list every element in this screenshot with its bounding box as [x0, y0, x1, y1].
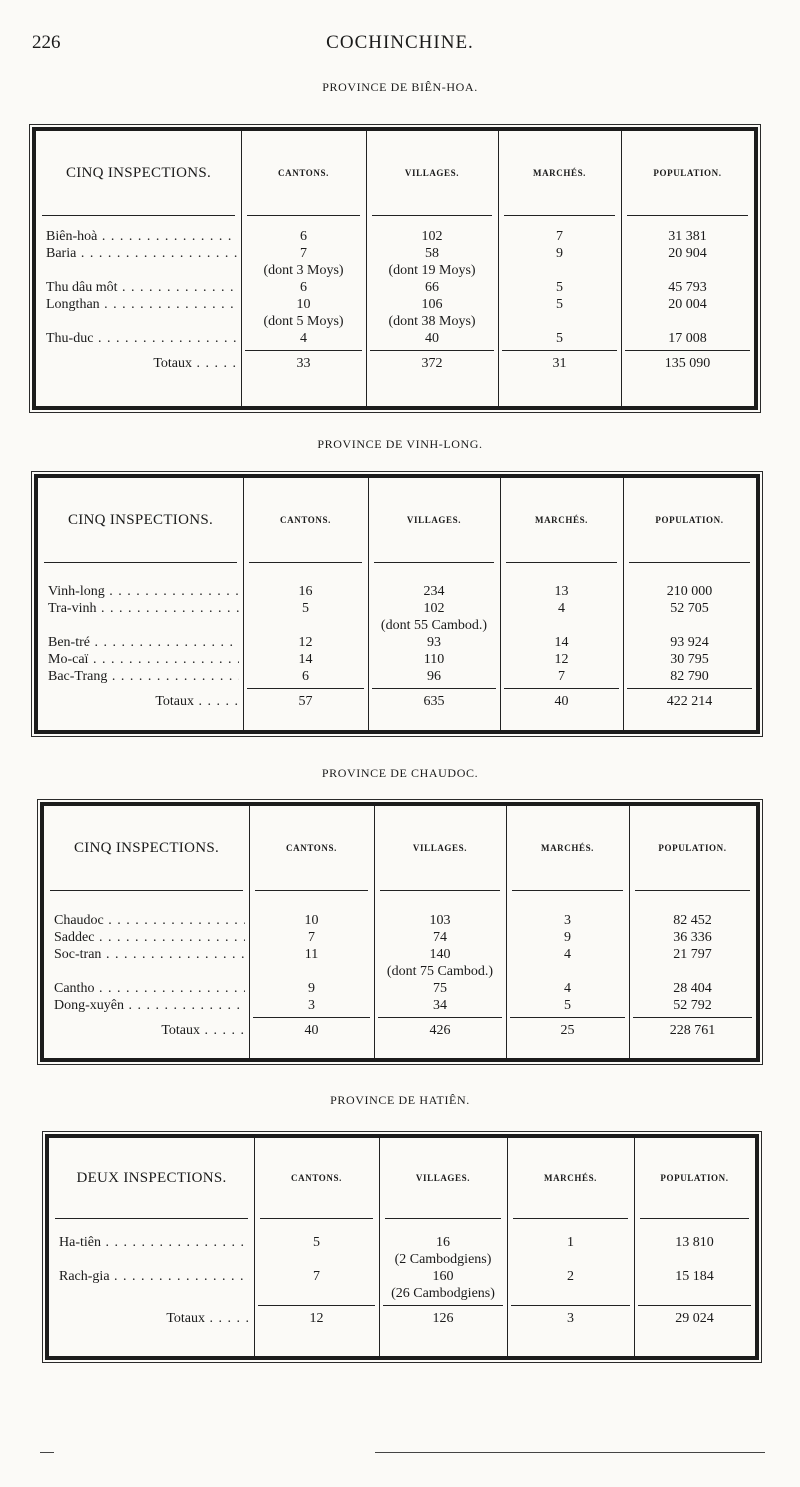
- table-row: [38, 668, 756, 685]
- cell-cantons: 6: [300, 280, 307, 295]
- total-rule: [511, 1305, 630, 1306]
- province-title: PROVINCE DE VINH-LONG.: [317, 437, 483, 451]
- cell-population: 31 381: [668, 229, 707, 244]
- cell-marches: 5: [556, 280, 563, 295]
- statistics-table: [45, 1134, 759, 1360]
- inspection-name: Tra-vinh . . .: [48, 600, 239, 617]
- totals-label: Totaux . . .: [46, 355, 241, 372]
- cell-population: 28 404: [673, 981, 712, 996]
- table-row: [36, 296, 754, 313]
- cell-marches: 4: [564, 947, 571, 962]
- column-header-marches: MARCHÉS.: [543, 1172, 598, 1183]
- header-rule: [627, 215, 748, 216]
- inspection-name: Mo-caï . . .: [48, 651, 239, 668]
- cell-cantons: 7: [300, 246, 307, 261]
- province-title: PROVINCE DE CHAUDOC.: [321, 766, 479, 780]
- cell-villages: 102: [421, 229, 443, 244]
- total-villages: 635: [423, 694, 445, 709]
- table-row: [44, 997, 756, 1014]
- table-row: [44, 980, 756, 997]
- cell-population: 52 792: [673, 998, 712, 1013]
- total-rule: [502, 350, 617, 351]
- cell-villages: (dont 38 Moys): [388, 314, 476, 329]
- header-rule: [506, 562, 617, 563]
- header-rule: [504, 215, 615, 216]
- header-rule: [513, 1218, 628, 1219]
- inspection-name: Cantho . . .: [54, 980, 245, 997]
- cell-cantons: 6: [300, 229, 307, 244]
- cell-marches: 12: [554, 652, 569, 667]
- column-header-marches: MARCHÉS.: [540, 842, 595, 853]
- total-rule: [372, 688, 496, 689]
- cell-population: 45 793: [668, 280, 707, 295]
- page-number: 226: [32, 32, 61, 53]
- cell-villages: 160: [432, 1269, 454, 1284]
- inspection-name: Rach-gia . . .: [59, 1268, 250, 1285]
- cell-population: 82 452: [673, 913, 712, 928]
- column-header-inspections: DEUX INSPECTIONS.: [76, 1169, 227, 1186]
- totals-row: [38, 693, 756, 710]
- cell-villages: 234: [423, 584, 445, 599]
- cell-cantons: 10: [296, 297, 311, 312]
- inspection-name: Soc-tran . . .: [54, 946, 245, 963]
- total-marches: 40: [554, 694, 569, 709]
- total-rule: [245, 350, 362, 351]
- total-cantons: 57: [298, 694, 313, 709]
- cell-population: 21 797: [673, 947, 712, 962]
- cell-villages: 102: [423, 601, 445, 616]
- cell-marches: 5: [556, 297, 563, 312]
- inspection-name: Ha-tiên . . .: [59, 1234, 250, 1251]
- cell-villages: 34: [433, 998, 447, 1013]
- cell-villages: 75: [433, 981, 447, 996]
- total-rule: [504, 688, 619, 689]
- cell-marches: 3: [564, 913, 571, 928]
- total-rule: [383, 1305, 503, 1306]
- header-rule: [55, 1218, 248, 1219]
- total-rule: [625, 350, 750, 351]
- cell-cantons: 14: [298, 652, 313, 667]
- table-row-note: [49, 1285, 755, 1302]
- province-title: PROVINCE DE BIÊN-HOA.: [322, 80, 478, 94]
- cell-villages: 58: [425, 246, 439, 261]
- total-rule: [253, 1017, 370, 1018]
- totals-label: Totaux . . .: [59, 1310, 254, 1327]
- table-row: [49, 1268, 755, 1285]
- column-header-inspections: CINQ INSPECTIONS.: [67, 511, 214, 528]
- cell-cantons: 5: [313, 1235, 320, 1250]
- inspection-name: Biên-hoà . . .: [46, 228, 237, 245]
- inspection-name: Vinh-long . . .: [48, 583, 239, 600]
- cell-villages: (dont 75 Cambod.): [386, 964, 494, 979]
- cell-marches: 7: [556, 229, 563, 244]
- total-villages: 126: [432, 1311, 454, 1326]
- totals-label: Totaux . . .: [54, 1022, 249, 1039]
- cell-cantons: 3: [308, 998, 315, 1013]
- cell-villages: 16: [436, 1235, 450, 1250]
- cell-villages: 66: [425, 280, 439, 295]
- cell-population: 15 184: [675, 1269, 714, 1284]
- cell-cantons: 16: [298, 584, 313, 599]
- cell-villages: 74: [433, 930, 447, 945]
- header-rule: [372, 215, 492, 216]
- cell-villages: 106: [421, 297, 443, 312]
- table-row-note: [38, 617, 756, 634]
- totals-row: [49, 1310, 755, 1327]
- cell-marches: 9: [564, 930, 571, 945]
- total-rule: [247, 688, 364, 689]
- cell-cantons: 5: [302, 601, 309, 616]
- statistics-table: [34, 474, 760, 734]
- table-row-note: [36, 262, 754, 279]
- cell-population: 17 008: [668, 331, 707, 346]
- table-row: [38, 583, 756, 600]
- header-rule: [260, 1218, 373, 1219]
- header-rule: [255, 890, 368, 891]
- cell-marches: 13: [554, 584, 569, 599]
- cell-villages: 103: [429, 913, 451, 928]
- header-rule: [512, 890, 623, 891]
- inspection-name: Chaudoc . . .: [54, 912, 245, 929]
- column-header-population: POPULATION.: [658, 842, 727, 853]
- cell-marches: 7: [558, 669, 565, 684]
- column-header-villages: VILLAGES.: [406, 514, 462, 525]
- cell-cantons: 10: [304, 913, 319, 928]
- cell-population: 52 705: [670, 601, 709, 616]
- inspection-name: Baria . . .: [46, 245, 237, 262]
- column-header-inspections: CINQ INSPECTIONS.: [65, 164, 212, 181]
- running-head: COCHINCHINE.: [326, 32, 474, 53]
- cell-cantons: 9: [308, 981, 315, 996]
- cell-cantons: 7: [313, 1269, 320, 1284]
- table-row: [36, 228, 754, 245]
- cell-villages: (dont 19 Moys): [388, 263, 476, 278]
- table-row: [44, 946, 756, 963]
- cell-villages: (2 Cambodgiens): [394, 1252, 492, 1267]
- column-header-villages: VILLAGES.: [415, 1172, 471, 1183]
- statistics-table: [40, 802, 760, 1062]
- cell-cantons: 12: [298, 635, 313, 650]
- cell-population: 82 790: [670, 669, 709, 684]
- table-row: [36, 245, 754, 262]
- header-rule: [640, 1218, 749, 1219]
- inspection-name: Saddec . . .: [54, 929, 245, 946]
- cell-marches: 2: [567, 1269, 574, 1284]
- header-rule: [249, 562, 362, 563]
- cell-villages: (26 Cambodgiens): [391, 1286, 495, 1301]
- cell-cantons: 4: [300, 331, 307, 346]
- table-row: [49, 1234, 755, 1251]
- column-header-population: POPULATION.: [655, 514, 724, 525]
- table-row-note: [36, 313, 754, 330]
- header-rule: [247, 215, 360, 216]
- table-row: [44, 912, 756, 929]
- cell-marches: 5: [556, 331, 563, 346]
- cell-cantons: (dont 3 Moys): [263, 263, 344, 278]
- column-header-cantons: CANTONS.: [278, 167, 329, 178]
- column-header-population: POPULATION.: [653, 167, 722, 178]
- totals-label: Totaux . . .: [48, 693, 243, 710]
- cell-marches: 4: [558, 601, 565, 616]
- cell-marches: 5: [564, 998, 571, 1013]
- total-marches: 25: [560, 1023, 575, 1038]
- cell-villages: 110: [423, 652, 445, 667]
- statistics-table: [32, 127, 758, 410]
- inspection-name: Longthan . . .: [46, 296, 237, 313]
- table-row-note: [44, 963, 756, 980]
- total-marches: 31: [552, 356, 567, 371]
- total-rule: [510, 1017, 625, 1018]
- total-villages: 426: [429, 1023, 451, 1038]
- totals-row: [36, 355, 754, 372]
- cell-marches: 1: [567, 1235, 574, 1250]
- cell-population: 30 795: [670, 652, 709, 667]
- totals-row: [44, 1022, 756, 1039]
- header-rule: [635, 890, 750, 891]
- header-rule: [44, 562, 237, 563]
- cell-marches: 4: [564, 981, 571, 996]
- column-header-marches: MARCHÉS.: [532, 167, 587, 178]
- cell-cantons: (dont 5 Moys): [263, 314, 344, 329]
- column-header-cantons: CANTONS.: [291, 1172, 342, 1183]
- column-header-population: POPULATION.: [660, 1172, 729, 1183]
- total-rule: [633, 1017, 752, 1018]
- cell-population: 20 004: [668, 297, 707, 312]
- inspection-name: Thu-duc . . .: [46, 330, 237, 347]
- total-population: 422 214: [666, 694, 713, 709]
- column-header-inspections: CINQ INSPECTIONS.: [73, 839, 220, 856]
- footer-rule-left: [40, 1452, 54, 1453]
- total-rule: [638, 1305, 751, 1306]
- total-villages: 372: [421, 356, 443, 371]
- cell-marches: 9: [556, 246, 563, 261]
- cell-population: 13 810: [675, 1235, 714, 1250]
- header-rule: [50, 890, 243, 891]
- cell-villages: 140: [429, 947, 451, 962]
- header-rule: [629, 562, 750, 563]
- table-row: [38, 651, 756, 668]
- inspection-name: Bac-Trang . . .: [48, 668, 239, 685]
- column-header-villages: VILLAGES.: [404, 167, 460, 178]
- column-header-cantons: CANTONS.: [280, 514, 331, 525]
- cell-population: 93 924: [670, 635, 709, 650]
- header-rule: [380, 890, 500, 891]
- total-rule: [627, 688, 752, 689]
- cell-villages: (dont 55 Cambod.): [380, 618, 488, 633]
- inspection-name: Thu dâu môt . . .: [46, 279, 237, 296]
- table-row: [38, 634, 756, 651]
- column-header-cantons: CANTONS.: [286, 842, 337, 853]
- cell-cantons: 11: [304, 947, 319, 962]
- cell-marches: 14: [554, 635, 569, 650]
- header-rule: [385, 1218, 501, 1219]
- total-cantons: 12: [309, 1311, 324, 1326]
- footer-rule-right: [375, 1452, 765, 1453]
- column-header-marches: MARCHÉS.: [534, 514, 589, 525]
- column-header-villages: VILLAGES.: [412, 842, 468, 853]
- cell-population: 20 904: [668, 246, 707, 261]
- total-marches: 3: [567, 1311, 574, 1326]
- cell-villages: 40: [425, 331, 439, 346]
- table-row-note: [49, 1251, 755, 1268]
- header-rule: [42, 215, 235, 216]
- inspection-name: Ben-tré . . .: [48, 634, 239, 651]
- total-rule: [370, 350, 494, 351]
- cell-villages: 93: [427, 635, 441, 650]
- total-cantons: 33: [296, 356, 311, 371]
- inspection-name: Dong-xuyên . . .: [54, 997, 245, 1014]
- header-rule: [374, 562, 494, 563]
- table-row: [36, 330, 754, 347]
- total-population: 135 090: [664, 356, 711, 371]
- total-rule: [258, 1305, 375, 1306]
- cell-villages: 96: [427, 669, 441, 684]
- table-row: [36, 279, 754, 296]
- cell-population: 36 336: [673, 930, 712, 945]
- total-rule: [378, 1017, 502, 1018]
- total-population: 29 024: [675, 1311, 714, 1326]
- cell-cantons: 6: [302, 669, 309, 684]
- cell-population: 210 000: [666, 584, 713, 599]
- total-cantons: 40: [304, 1023, 319, 1038]
- table-row: [38, 600, 756, 617]
- table-row: [44, 929, 756, 946]
- province-title: PROVINCE DE HATIÊN.: [330, 1093, 470, 1107]
- cell-cantons: 7: [308, 930, 315, 945]
- total-population: 228 761: [669, 1023, 716, 1038]
